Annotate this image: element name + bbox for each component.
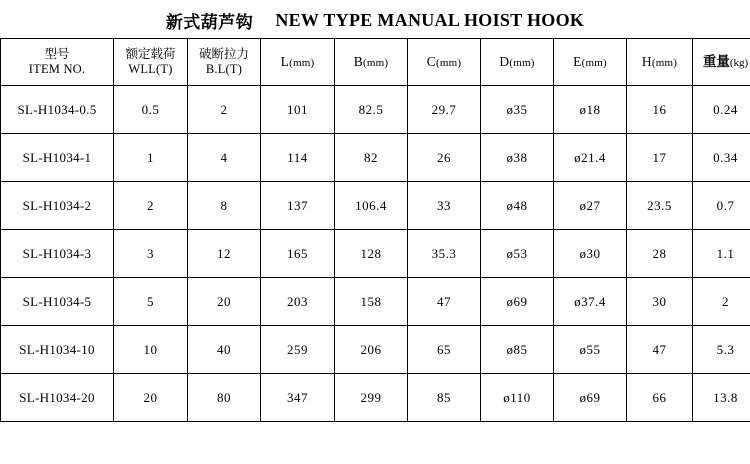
cell-e: ø30 <box>554 230 627 278</box>
cell-d: ø69 <box>481 278 554 326</box>
cell-e: ø18 <box>554 86 627 134</box>
cell-d: ø85 <box>481 326 554 374</box>
table-row <box>1 278 750 326</box>
cell-b: 299 <box>335 374 408 422</box>
header-weight-cn: 重量 <box>702 53 730 70</box>
header-weight-unit: (kg) <box>729 56 749 69</box>
cell-item-no: SL-H1034-0.5 <box>1 86 114 134</box>
header-c <box>408 39 481 86</box>
cell-item-no: SL-H1034-3 <box>1 230 114 278</box>
cell-c: 29.7 <box>408 86 481 134</box>
cell-bl: 40 <box>188 326 261 374</box>
cell-d: ø38 <box>481 134 554 182</box>
cell-wll: 0.5 <box>114 86 188 134</box>
header-c-unit: (mm) <box>435 56 462 69</box>
cell-bl: 20 <box>188 278 261 326</box>
cell-item-no: SL-H1034-10 <box>1 326 114 374</box>
cell-wll: 10 <box>114 326 188 374</box>
header-c-label: C <box>426 53 436 69</box>
header-weight <box>693 39 750 86</box>
cell-d: ø53 <box>481 230 554 278</box>
cell-b: 158 <box>335 278 408 326</box>
cell-item-no: SL-H1034-2 <box>1 182 114 230</box>
specification-table <box>0 38 750 422</box>
header-item-no <box>1 39 114 86</box>
cell-e: ø69 <box>554 374 627 422</box>
cell-b: 82 <box>335 134 408 182</box>
cell-weight: 5.3 <box>693 326 750 374</box>
cell-e: ø21.4 <box>554 134 627 182</box>
table-row <box>1 134 750 182</box>
cell-c: 33 <box>408 182 481 230</box>
cell-wll: 20 <box>114 374 188 422</box>
cell-d: ø35 <box>481 86 554 134</box>
cell-b: 128 <box>335 230 408 278</box>
cell-e: ø27 <box>554 182 627 230</box>
cell-c: 65 <box>408 326 481 374</box>
cell-weight: 0.34 <box>693 134 750 182</box>
cell-bl: 8 <box>188 182 261 230</box>
header-wll-cn: 额定载荷 <box>125 46 176 62</box>
cell-c: 26 <box>408 134 481 182</box>
cell-h: 28 <box>627 230 693 278</box>
cell-b: 82.5 <box>335 86 408 134</box>
cell-h: 30 <box>627 278 693 326</box>
cell-wll: 3 <box>114 230 188 278</box>
cell-h: 17 <box>627 134 693 182</box>
header-e-unit: (mm) <box>581 56 607 69</box>
table-header <box>1 39 750 86</box>
cell-wll: 2 <box>114 182 188 230</box>
header-bl-en: B.L(T) <box>205 62 243 76</box>
table-row <box>1 86 750 134</box>
cell-h: 23.5 <box>627 182 693 230</box>
table-row <box>1 182 750 230</box>
cell-h: 66 <box>627 374 693 422</box>
title-bar <box>0 0 750 38</box>
cell-weight: 1.1 <box>693 230 750 278</box>
header-bl <box>188 39 261 86</box>
cell-weight: 2 <box>693 278 750 326</box>
cell-weight: 0.7 <box>693 182 750 230</box>
header-b-label: B <box>353 53 363 69</box>
table-row <box>1 326 750 374</box>
table-row <box>1 374 750 422</box>
cell-l: 347 <box>261 374 335 422</box>
header-l-unit: (mm) <box>289 56 315 69</box>
cell-l: 165 <box>261 230 335 278</box>
header-item-no-en: ITEM NO. <box>28 62 86 76</box>
header-h <box>627 39 693 86</box>
header-wll-en: WLL(T) <box>128 62 173 76</box>
cell-weight: 0.24 <box>693 86 750 134</box>
header-bl-cn: 破断拉力 <box>198 46 249 62</box>
cell-item-no: SL-H1034-5 <box>1 278 114 326</box>
cell-b: 106.4 <box>335 182 408 230</box>
cell-wll: 1 <box>114 134 188 182</box>
header-l <box>261 39 335 86</box>
title-english: NEW TYPE MANUAL HOIST HOOK <box>275 9 585 30</box>
header-h-unit: (mm) <box>651 56 678 69</box>
cell-l: 114 <box>261 134 335 182</box>
table-row <box>1 230 750 278</box>
header-h-label: H <box>641 53 652 69</box>
header-b <box>335 39 408 86</box>
cell-bl: 80 <box>188 374 261 422</box>
cell-l: 259 <box>261 326 335 374</box>
header-l-label: L <box>280 53 290 69</box>
cell-wll: 5 <box>114 278 188 326</box>
cell-b: 206 <box>335 326 408 374</box>
cell-e: ø37.4 <box>554 278 627 326</box>
header-d-unit: (mm) <box>509 56 535 69</box>
cell-d: ø48 <box>481 182 554 230</box>
header-b-unit: (mm) <box>362 56 389 69</box>
cell-h: 16 <box>627 86 693 134</box>
cell-weight: 13.8 <box>693 374 750 422</box>
cell-l: 137 <box>261 182 335 230</box>
table-body <box>1 86 750 422</box>
cell-c: 85 <box>408 374 481 422</box>
header-d <box>481 39 554 86</box>
header-item-no-cn: 型号 <box>44 46 70 62</box>
cell-bl: 12 <box>188 230 261 278</box>
cell-l: 203 <box>261 278 335 326</box>
cell-l: 101 <box>261 86 335 134</box>
header-e-label: E <box>573 53 582 69</box>
header-row <box>1 39 750 86</box>
title-chinese: 新式葫芦钩 <box>165 12 254 33</box>
cell-item-no: SL-H1034-20 <box>1 374 114 422</box>
cell-e: ø55 <box>554 326 627 374</box>
cell-c: 35.3 <box>408 230 481 278</box>
cell-bl: 2 <box>188 86 261 134</box>
header-e <box>554 39 627 86</box>
cell-bl: 4 <box>188 134 261 182</box>
cell-item-no: SL-H1034-1 <box>1 134 114 182</box>
cell-c: 47 <box>408 278 481 326</box>
header-wll <box>114 39 188 86</box>
cell-h: 47 <box>627 326 693 374</box>
header-d-label: D <box>499 53 510 69</box>
cell-d: ø110 <box>481 374 554 422</box>
